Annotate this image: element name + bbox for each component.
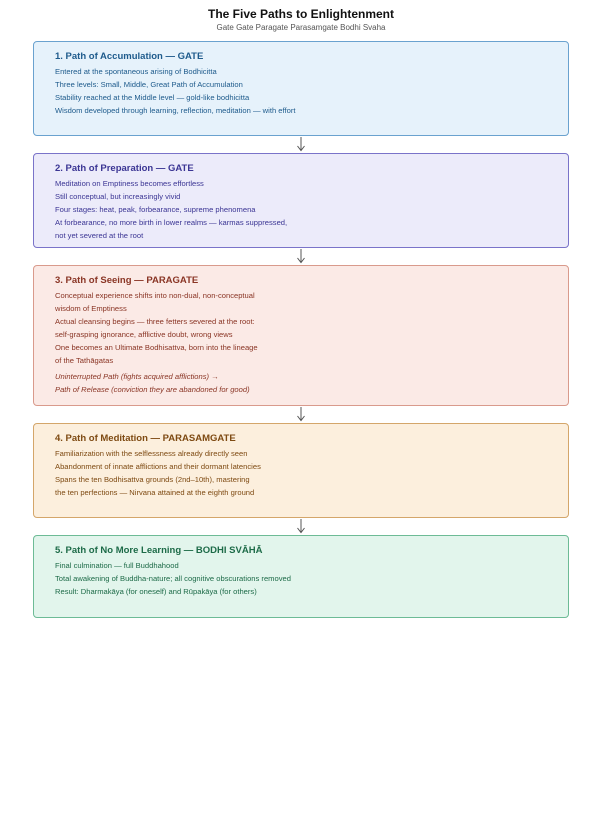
path-heading: 1. Path of Accumulation — GATE <box>55 51 204 62</box>
path-note: Path of Release (conviction they are abandoned for good) <box>55 385 250 395</box>
down-arrow-icon <box>296 137 306 153</box>
path-line: Actual cleansing begins — three fetters severed at the root: <box>55 316 255 326</box>
path-line: Still conceptual, but increasingly vivid <box>55 191 181 201</box>
path-line: wisdom of Emptiness <box>55 303 127 313</box>
path-box-meditation <box>33 423 569 518</box>
diagram-title: The Five Paths to Enlightenment <box>207 7 395 21</box>
path-line: Meditation on Emptiness becomes effortless <box>55 179 204 188</box>
path-line: Total awakening of Buddha-nature; all cognitive obscurations removed <box>55 573 291 583</box>
path-line: the ten perfections — Nirvana attained at the eighth ground <box>55 487 255 497</box>
path-line: Familiarization with the selflessness already directly seen <box>55 449 248 458</box>
path-line: Spans the ten Bodhisattva grounds (2nd–10th), mastering <box>55 474 250 484</box>
path-heading: 5. Path of No More Learning — BODHI SVĀHĀ <box>55 545 263 556</box>
path-line: Final culmination — full Buddhahood <box>55 561 179 570</box>
diagram-subtitle: Gate Gate Paragate Parasamgate Bodhi Svaha <box>216 23 386 32</box>
path-line: Result: Dharmakāya (for oneself) and Rūpakāya (for others) <box>55 586 257 596</box>
down-arrow-icon <box>296 407 306 423</box>
path-heading: 3. Path of Seeing — PARAGATE <box>55 275 199 286</box>
path-box-preparation <box>33 153 569 248</box>
path-box-seeing <box>33 265 569 406</box>
path-line: Abandonment of innate afflictions and their dormant latencies <box>55 461 261 471</box>
path-line: One becomes an Ultimate Bodhisattva, born into the lineage <box>55 342 258 352</box>
path-heading: 4. Path of Meditation — PARASAMGATE <box>55 433 236 444</box>
path-line: Conceptual experience shifts into non-dual, non-conceptual <box>55 291 255 300</box>
path-heading: 2. Path of Preparation — GATE <box>55 163 194 174</box>
path-line: Stability reached at the Middle level — gold-like bodhicitta <box>55 92 250 102</box>
path-line: self-grasping ignorance, afflictive doubt, wrong views <box>55 329 233 339</box>
path-line: Wisdom developed through learning, reflection, meditation — with effort <box>55 105 296 115</box>
path-line: not yet severed at the root <box>55 230 144 240</box>
path-line: At forbearance, no more birth in lower realms — karmas suppressed, <box>55 217 288 227</box>
path-line: Entered at the spontaneous arising of Bodhicitta <box>55 67 217 76</box>
path-line: Three levels: Small, Middle, Great Path of Accumulation <box>55 79 243 89</box>
path-line: of the Tathāgatas <box>55 355 114 365</box>
path-box-no-more-learning <box>33 535 569 618</box>
path-note: Uninterrupted Path (fights acquired afflictions) → <box>55 372 219 382</box>
path-box-accumulation <box>33 41 569 136</box>
path-line: Four stages: heat, peak, forbearance, supreme phenomena <box>55 204 256 214</box>
down-arrow-icon <box>296 249 306 265</box>
down-arrow-icon <box>296 519 306 535</box>
